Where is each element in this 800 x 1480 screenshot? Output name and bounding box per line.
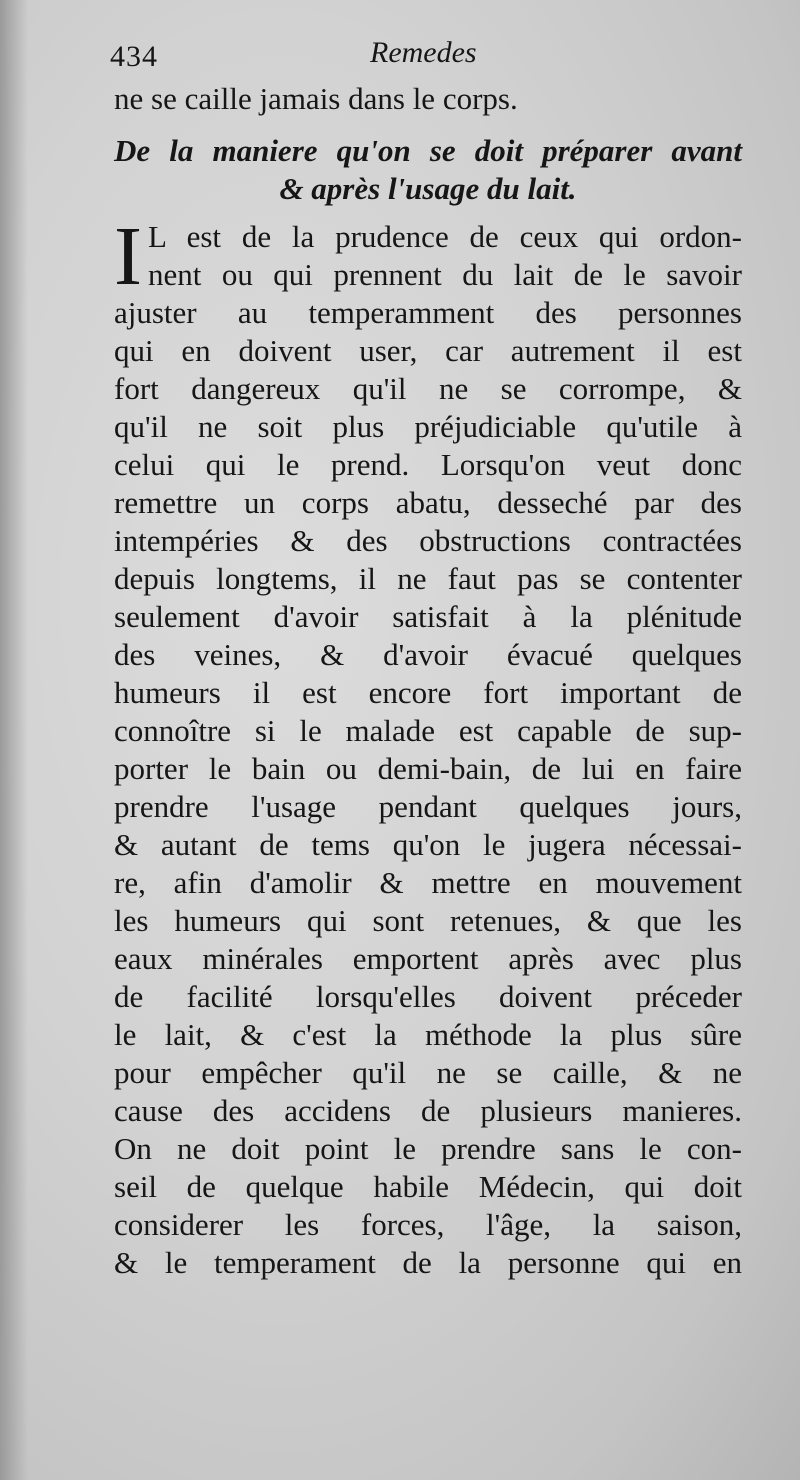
paragraph-line: ajuster au temperamment des personnes: [114, 295, 742, 330]
text-block: [114, 80, 742, 1282]
paragraph-line: seil de quelque habile Médecin, qui doit: [114, 1169, 742, 1204]
paragraph-line: cause des accidens de plusieurs manieres.: [114, 1093, 742, 1128]
paragraph-line: On ne doit point le prendre sans le con-: [114, 1131, 742, 1166]
paragraph-line: intempéries & des obstructions contractées: [114, 523, 742, 558]
paragraph-line: & autant de tems qu'on le jugera nécessai-: [114, 827, 742, 862]
paragraph-line: le lait, & c'est la méthode la plus sûre: [114, 1017, 742, 1052]
page-number: 434: [110, 40, 158, 73]
paragraph-line: les humeurs qui sont retenues, & que les: [114, 903, 742, 938]
paragraph-line: prendre l'usage pendant quelques jours,: [114, 789, 742, 824]
paragraph-line: & le temperament de la personne qui en: [114, 1245, 742, 1280]
paragraph-line: considerer les forces, l'âge, la saison,: [114, 1207, 742, 1242]
paragraph-line: des veines, & d'avoir évacué quelques: [114, 637, 742, 672]
paragraph-line: depuis longtems, il ne faut pas se contenter: [114, 561, 742, 596]
carry-over-line: ne se caille jamais dans le corps.: [114, 81, 518, 116]
paragraph-line: humeurs il est encore fort important de: [114, 675, 742, 710]
paragraph-line: L est de la prudence de ceux qui ordon-: [148, 219, 742, 254]
paragraph-line: seulement d'avoir satisfait à la plénitude: [114, 599, 742, 634]
section-heading-line-1: De la maniere qu'on se doit préparer avant: [114, 133, 742, 168]
paragraph-line: remettre un corps abatu, desseché par des: [114, 485, 742, 520]
page-header: [110, 36, 750, 80]
paragraph-line: qui en doivent user, car autrement il est: [114, 333, 742, 368]
paragraph-line: de facilité lorsqu'elles doivent préceder: [114, 979, 742, 1014]
paragraph-line: pour empêcher qu'il ne se caille, & ne: [114, 1055, 742, 1090]
paragraph-line: porter le bain ou demi-bain, de lui en faire: [114, 751, 742, 786]
paragraph-line: connoître si le malade est capable de sup-: [114, 713, 742, 748]
paragraph-line: celui qui le prend. Lorsqu'on veut donc: [114, 447, 742, 482]
section-heading-line-2: & après l'usage du lait.: [279, 171, 577, 206]
running-head: Remedes: [370, 36, 477, 69]
paragraph-line: fort dangereux qu'il ne se corrompe, &: [114, 371, 742, 406]
paragraph: [114, 210, 742, 1282]
paragraph-line: qu'il ne soit plus préjudiciable qu'utile à: [114, 409, 742, 444]
paragraph-line: re, afin d'amolir & mettre en mouvement: [114, 865, 742, 900]
paragraph-line: eaux minérales emportent après avec plus: [114, 941, 742, 976]
drop-cap: I: [114, 210, 142, 303]
paragraph-line: nent ou qui prennent du lait de le savoir: [148, 257, 742, 292]
